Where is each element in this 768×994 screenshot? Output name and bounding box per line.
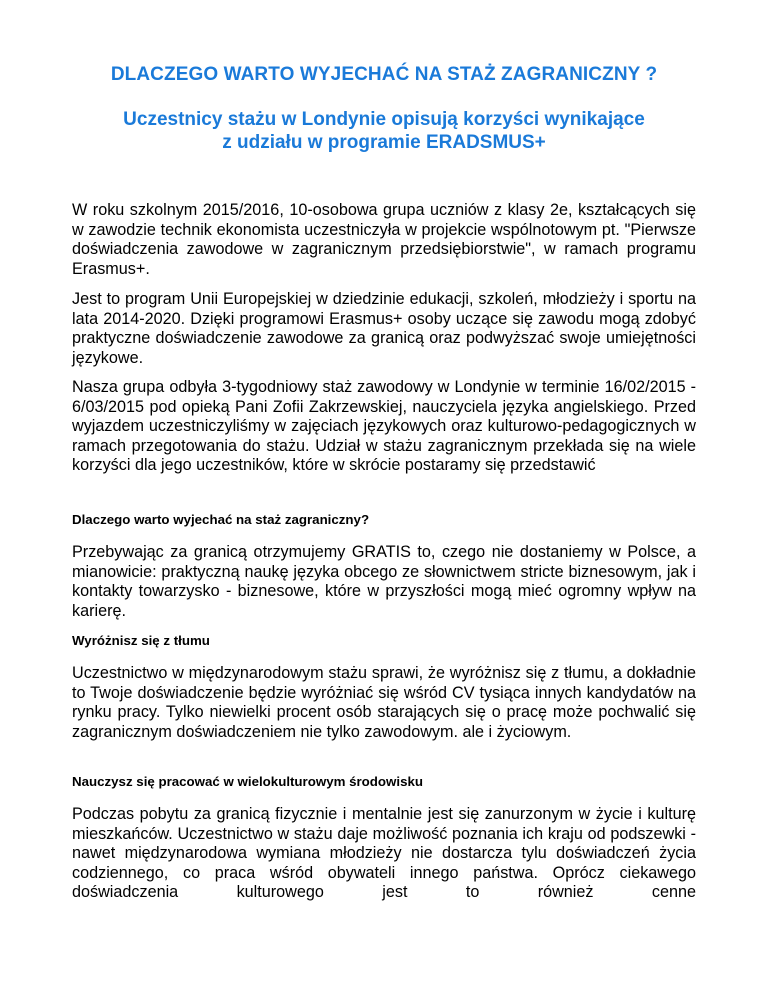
- paragraph-project-intro: W roku szkolnym 2015/2016, 10-osobowa grupa uczniów z klasy 2e, kształcących się w zawodzie technik ekonomista uczestniczyła w projekcie wspólnotowym pt. "Pierwsze doświadczenia zawodowe w zagranicznym przedsiębiorstwie", w ramach programu Erasmus+.: [72, 201, 696, 278]
- paragraph-erasmus-program: Jest to program Unii Europejskiej w dziedzinie edukacji, szkoleń, młodzieży i sportu na lata 2014-2020. Dzięki programowi Erasmus+ osoby uczące się zawodu mogą zdobyć praktyczne doświadczenie zawodowe za granicą oraz podwyższać swoje umiejętności językowe.: [72, 290, 696, 367]
- subtitle-line-1: Uczestnicy stażu w Londynie opisują korzyści wynikające: [123, 109, 645, 130]
- document-subtitle: [72, 108, 696, 154]
- heading-stand-out: Wyróżnisz się z tłumu: [72, 633, 210, 648]
- paragraph-stand-out: Uczestnictwo w międzynarodowym stażu sprawi, że wyróżnisz się z tłumu, a dokładnie to Twoje doświadczenie będzie wyróżniać się wśród CV tysiąca innych kandydatów na rynku pracy. Tylko niewielki procent osób starających się o pracę może pochwalić się zagranicznym doświadczeniem nie tylko zawodowym. ale i życiowym.: [72, 664, 696, 741]
- paragraph-london-internship: Nasza grupa odbyła 3-tygodniowy staż zawodowy w Londynie w terminie 16/02/2015 - 6/03/2015 pod opieką Pani Zofii Zakrzewskiej, nauczyciela języka angielskiego. Przed wyjazdem uczestniczyliśmy w zajęciach językowych oraz kulturowo-pedagogicznych w ramach przegotowania do stażu. Udział w stażu zagranicznym przekłada się na wiele korzyści dla jego uczestników, które w skrócie postaramy się przedstawić: [72, 378, 696, 475]
- heading-why-internship: Dlaczego warto wyjechać na staż zagraniczny?: [72, 512, 370, 527]
- heading-multicultural: Nauczysz się pracować w wielokulturowym środowisku: [72, 774, 423, 789]
- paragraph-multicultural: Podczas pobytu za granicą fizycznie i mentalnie jest się zanurzonym w życie i kulturę mieszkańców. Uczestnictwo w stażu daje możliwość poznania ich kraju od podszewki - nawet międzynarodowa wymiana młodzieży nie dostarcza tylu doświadczeń życia codziennego, co praca wśród obywateli innego państwa. Oprócz ciekawego doświadczenia kulturowego jest to również cenne: [72, 805, 696, 902]
- document-title: DLACZEGO WARTO WYJECHAĆ NA STAŻ ZAGRANICZNY ?: [110, 64, 658, 85]
- subtitle-line-2: z udziału w programie ERADSMUS+: [222, 132, 546, 153]
- paragraph-gratis-benefits: Przebywając za granicą otrzymujemy GRATIS to, czego nie dostaniemy w Polsce, a mianowicie: praktyczną naukę języka obcego ze słownictwem stricte biznesowym, jak i kontakty towarzysko - biznesowe, które w przyszłości mogą mieć ogromny wpływ na karierę.: [72, 543, 696, 620]
